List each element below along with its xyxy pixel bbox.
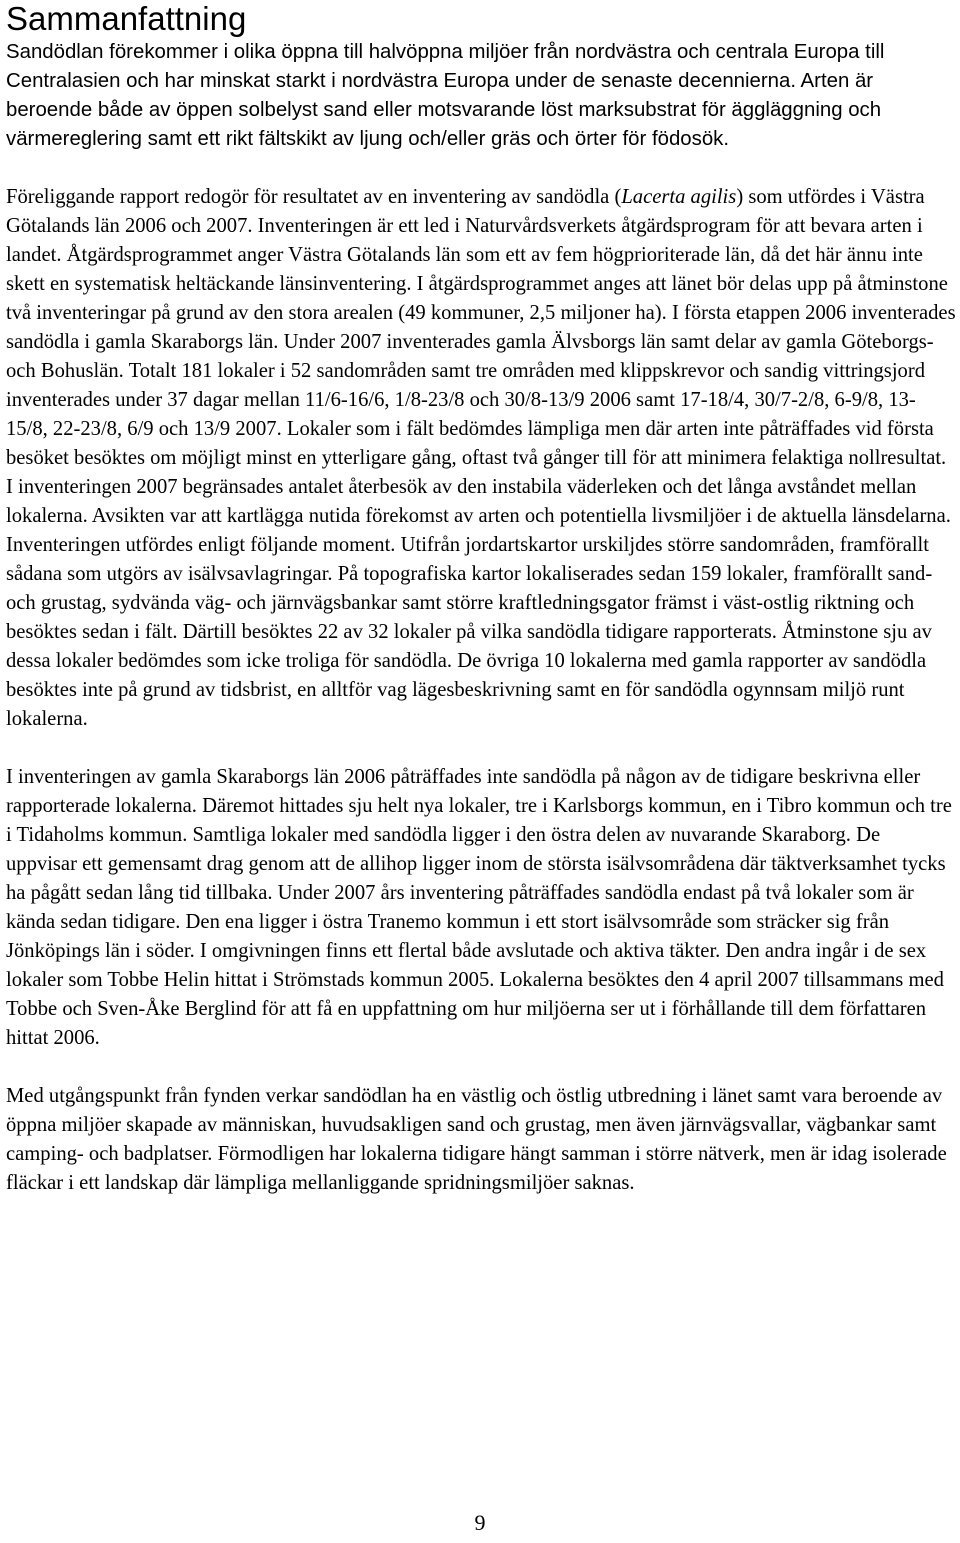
species-name: Lacerta agilis [621, 186, 737, 208]
document-page [6, 0, 956, 1198]
report-text-start: Föreliggande rapport redogör för resultatet av en inventering av sandödla ( [6, 186, 622, 208]
conclusion-paragraph: Med utgångspunkt från fynden verkar sandödlan ha en västlig och östlig utbredning i länet samt vara beroende av öppna miljöer skapade av människan, huvudsakligen sand och grustag, men även järnvägsvallar, vägbankar samt camping- och badplatser. Förmodligen har lokalerna tidigare hängt samman i större nätverk, men är idag isolerade fläckar i ett landskap där lämpliga mellanliggande spridningsmiljöer saknas. [6, 1085, 947, 1194]
report-paragraph [6, 183, 956, 734]
results-paragraph: I inventeringen av gamla Skaraborgs län 2006 påträffades inte sandödla på någon av de tidigare beskrivna eller rapporterade lokalerna. Däremot hittades sju helt nya lokaler, tre i Karlsborgs kommun, en i Tibro kommun och tre i Tidaholms kommun. Samtliga lokaler med sandödla ligger i den östra delen av nuvarande Skaraborg. De uppvisar ett gemensamt drag genom att de allihop ligger inom de största isälvsområdena där täktverksamhet tycks ha pågått sedan lång tid tillbaka. Under 2007 års inventering påträffades sandödla endast på två lokaler som är kända sedan tidigare. Den ena ligger i östra Tranemo kommun i ett stort isälvsområde som sträcker sig från Jönköpings län i söder. I omgivningen finns ett flertal både avslutade och aktiva täkter. Den andra ingår i de sex lokaler som Tobbe Helin hittat i Strömstads kommun 2005. Lokalerna besöktes den 4 april 2007 tillsammans med Tobbe och Sven-Åke Berglind för att få en uppfattning om hur miljöerna ser ut i förhållande till dem författaren hittat 2006. [6, 766, 952, 1049]
section-heading: Sammanfattning [6, 0, 247, 37]
intro-paragraph: Sandödlan förekommer i olika öppna till halvöppna miljöer från nordvästra och centrala Europa till Centralasien och har minskat starkt i nordvästra Europa under de senaste decennierna. Arten är beroende både av öppen solbelyst sand eller motsvarande löst marksubstrat för äggläggning och värmereglering samt ett rikt fältskikt av ljung och/eller gräs och örter för födosök. [6, 41, 885, 150]
report-text-rest: ) som utfördes i Västra Götalands län 2006 och 2007. Inventeringen är ett led i Naturvårdsverkets åtgärdsprogram för att bevara arten i landet. Åtgärdsprogrammet anger Västra Götalands län som ett av fem högprioriterade län, då det här ännu inte skett en systematisk heltäckande länsinventering. I åtgärdsprogrammet anges att länet bör delas upp på åtminstone två inventeringar på grund av den stora arealen (49 kommuner, 2,5 miljoner ha). I första etappen 2006 inventerades sandödla i gamla Skaraborgs län. Under 2007 inventerades gamla Älvsborgs län samt delar av gamla Göteborgs- och Bohuslän. Totalt 181 lokaler i 52 sandområden samt tre områden med klippskrevor och sandig vittringsjord inventerades under 37 dagar mellan 11/6-16/6, 1/8-23/8 och 30/8-13/9 2006 samt 17-18/4, 30/7-2/8, 6-9/8, 13-15/8, 22-23/8, 6/9 och 13/9 2007. Lokaler som i fält bedömdes lämpliga men där arten inte påträffades vid första besöket besöktes om möjligt minst en ytterligare gång, oftast två gånger till för att minimera felaktiga nollresultat. I inventeringen 2007 begränsades antalet återbesök av den instabila väderleken och det långa avståndet mellan lokalerna. Avsikten var att kartlägga nutida förekomst av arten och potentiella livsmiljöer i de aktuella länsdelarna. Inventeringen utfördes enligt följande moment. Utifrån jordartskartor urskiljdes större sandområden, framförallt sådana som utgörs av isälvsavlagringar. På topografiska kartor lokaliserades sedan 159 lokaler, framförallt sand- och grustag, sydvända väg- och järnvägsbankar samt större kraftledningsgator främst i väst-ostlig riktning och besöktes sedan i fält. Därtill besöktes 22 av 32 lokaler på vilka sandödla tidigare rapporterats. Åtminstone sju av dessa lokaler bedömdes som icke troliga för sandödla. De övriga 10 lokalerna med gamla rapporter av sandödla besöktes inte på grund av tidsbrist, en alltför vag lägesbeskrivning samt en för sandödla ogynnsam miljö runt lokalerna. [6, 186, 956, 730]
page-number: 9 [474, 1510, 486, 1535]
